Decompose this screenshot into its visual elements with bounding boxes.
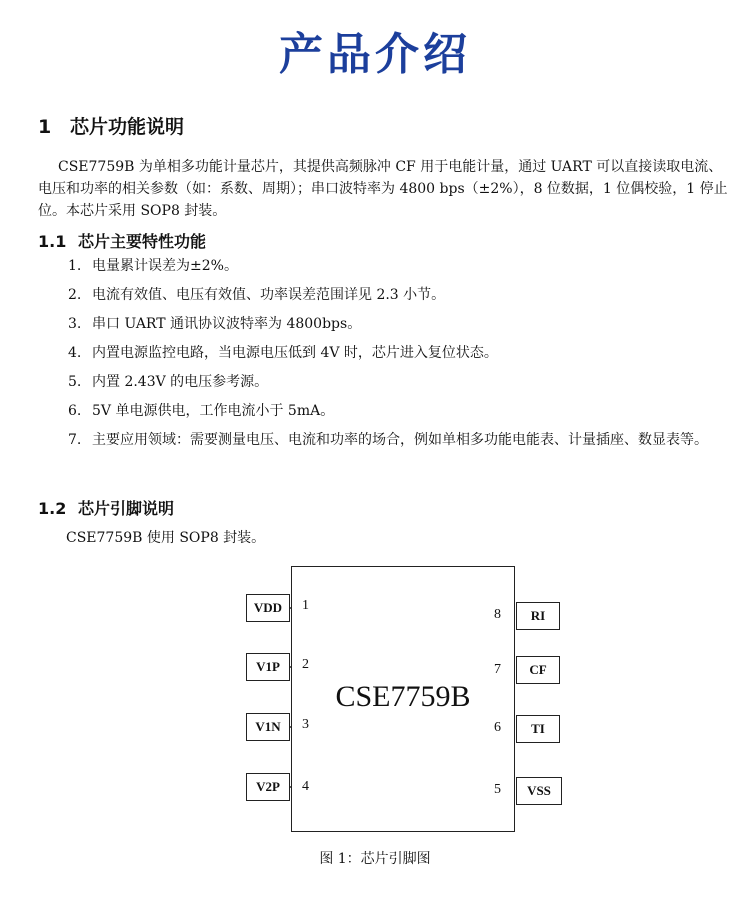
list-item-text: 内置电源监控电路，当电源电压低到 4V 时，芯片进入复位状态。 <box>92 345 498 361</box>
section-1-1-number: 1.1 <box>38 232 67 251</box>
pin-number: 2 <box>302 657 309 672</box>
pin-label-v1n: V1N <box>246 713 290 741</box>
list-item-text: 5V 单电源供电，工作电流小于 5mA。 <box>92 403 335 419</box>
list-item-text: 内置 2.43V 的电压参考源。 <box>92 374 269 390</box>
section-1-title: 芯片功能说明 <box>70 116 185 138</box>
figure-caption: 图 1：芯片引脚图 <box>319 851 431 867</box>
section-1-2-number: 1.2 <box>38 499 67 518</box>
pin-number: 6 <box>494 720 501 735</box>
list-item-number: 4. <box>68 345 82 361</box>
chip-name: CSE7759B <box>335 680 471 713</box>
pin-number: 7 <box>494 662 501 677</box>
document-title: 产品介绍 <box>279 29 471 80</box>
pin-number: 4 <box>302 779 309 794</box>
list-item-number: 6. <box>68 403 82 419</box>
section-1-2-title: 芯片引脚说明 <box>78 499 175 518</box>
section-1-2-paragraph: CSE7759B 使用 SOP8 封装。 <box>66 530 266 546</box>
list-item-number: 2. <box>68 287 82 303</box>
list-item-number: 3. <box>68 316 82 332</box>
list-item-text: 串口 UART 通讯协议波特率为 4800bps。 <box>92 316 362 332</box>
list-item-text: 电量累计误差为±2%。 <box>92 258 238 274</box>
pin-number: 8 <box>494 607 501 622</box>
section-1-1-title: 芯片主要特性功能 <box>78 232 207 251</box>
pin-label-ri: RI <box>516 602 560 630</box>
pin-number: 5 <box>494 782 501 797</box>
pin-number: 1 <box>302 598 309 613</box>
pin-label-v2p: V2P <box>246 773 290 801</box>
pin-number: 3 <box>302 717 309 732</box>
list-item-text: 主要应用领域：需要测量电压、电流和功率的场合，例如单相多功能电能表、计量插座、数显表等。 <box>92 432 708 448</box>
list-item-text: 电流有效值、电压有效值、功率误差范围详见 2.3 小节。 <box>92 287 446 303</box>
section-1-number: 1 <box>38 116 52 138</box>
pin-label-vdd: VDD <box>246 594 290 622</box>
pin-label-vss: VSS <box>516 777 562 805</box>
list-item-number: 5. <box>68 374 82 390</box>
pin-label-cf: CF <box>516 656 560 684</box>
pin-label-ti: TI <box>516 715 560 743</box>
pin-label-v1p: V1P <box>246 653 290 681</box>
section-1-paragraph: CSE7759B 为单相多功能计量芯片，其提供高频脉冲 CF 用于电能计量，通过 UART 可以直接读取电流、电压和功率的相关参数（如：系数、周期）；串口波特率为 4800 bps（±2%），8 位数据，1 位偶校验，1 停止位。本芯片采用 SOP8 封装。 <box>38 159 728 219</box>
list-item-number: 7. <box>68 432 82 448</box>
list-item-number: 1. <box>68 258 82 274</box>
